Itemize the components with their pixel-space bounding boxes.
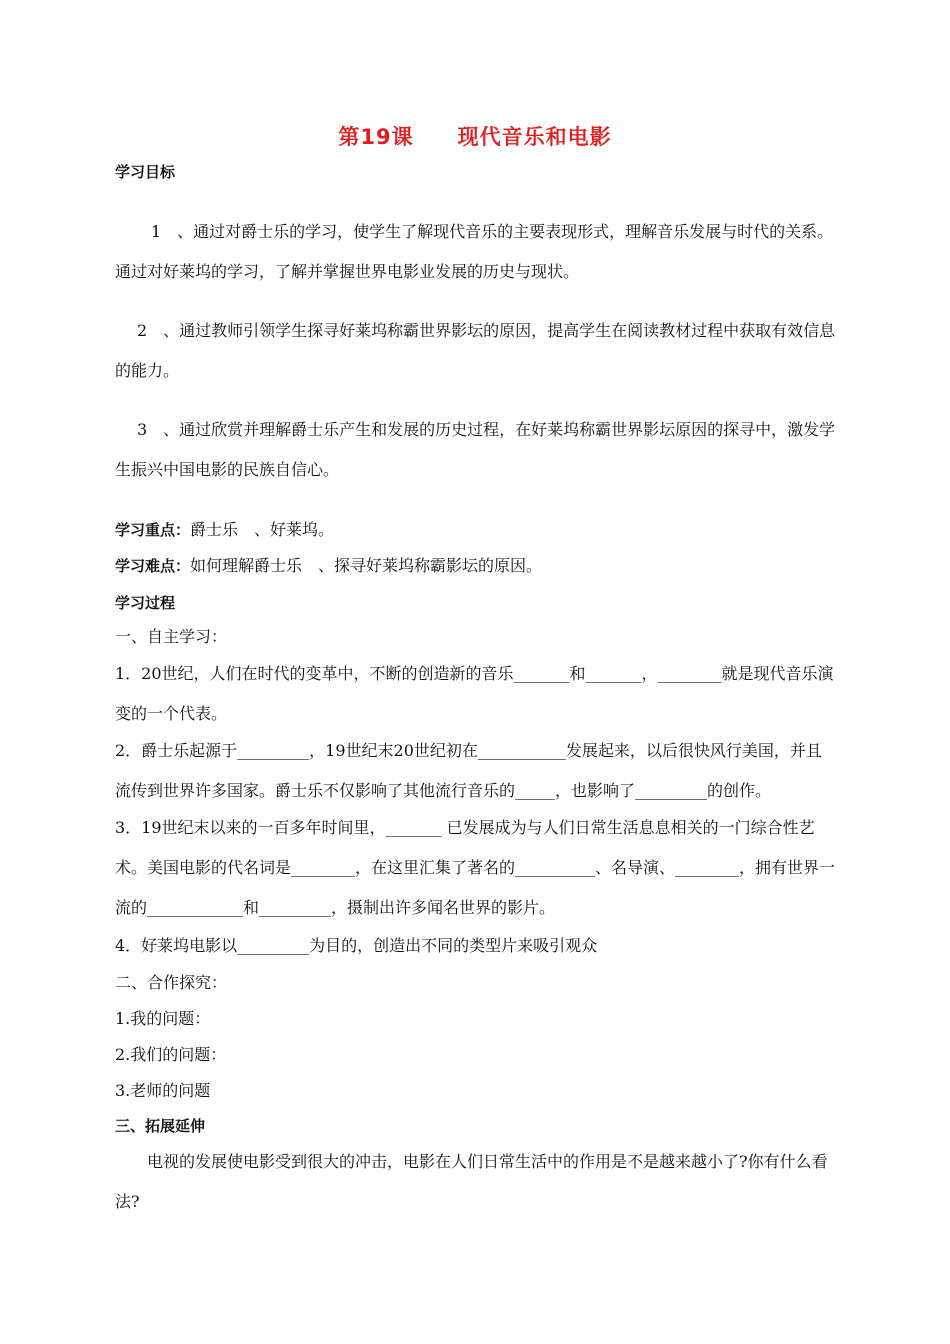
- process-heading: 学习过程: [115, 594, 176, 612]
- lesson-number: 第19课: [338, 125, 414, 149]
- difficult-points-text: 如何理解爵士乐 、探寻好莱坞称霸影坛的原因。: [190, 556, 543, 575]
- difficult-points: [115, 546, 837, 586]
- question-4: 4．好莱坞电影以_________为目的，创造出不同的类型片来吸引观众: [115, 936, 598, 955]
- extension-text: 电视的发展使电影受到很大的冲击，电影在人们日常生活中的作用是不是越来越小了?你有什么看法?: [115, 1152, 828, 1211]
- self-study-heading: 一、自主学习：: [115, 627, 228, 646]
- question-3: 3．19世纪末以来的一百多年时间里，_______ 已发展成为与人们日常生活息息相关的一门综合性艺术。美国电影的代名词是________，在这里汇集了著名的__________、名导演、________，拥有世界一流的____________和_________，摄制出许多闻名世界的影片。: [115, 818, 836, 917]
- teacher-question: 3.老师的问题: [115, 1081, 211, 1100]
- question-1: 1．20世纪，人们在时代的变革中，不断的创造新的音乐_______和_______，________就是现代音乐演变的一个代表。: [115, 664, 834, 723]
- my-question: 1.我的问题：: [115, 1009, 211, 1028]
- difficult-points-label: 学习难点：: [115, 557, 191, 575]
- lesson-name: 现代音乐和电影: [457, 125, 612, 149]
- key-points-label: 学习重点：: [115, 521, 191, 539]
- key-points: [115, 510, 837, 550]
- page-title: [0, 121, 950, 151]
- objective-2: 2 、通过教师引领学生探寻好莱坞称霸世界影坛的原因，提高学生在阅读教材过程中获取有效信息的能力。: [115, 321, 836, 380]
- question-2: 2．爵士乐起源于_________，19世纪末20世纪初在___________发展起来，以后很快风行美国，并且流传到世界许多国家。爵士乐不仅影响了其他流行音乐的_____，也影响了_________的创作。: [115, 741, 822, 800]
- our-question: 2.我们的问题：: [115, 1045, 227, 1064]
- objective-3: 3 、通过欣赏并理解爵士乐产生和发展的历史过程，在好莱坞称霸世界影坛原因的探寻中，激发学生振兴中国电影的民族自信心。: [115, 420, 836, 479]
- cooperation-heading: 二、合作探究：: [115, 973, 228, 992]
- objectives-heading: 学习目标: [115, 163, 176, 181]
- objective-1: 1 、通过对爵士乐的学习，使学生了解现代音乐的主要表现形式，理解音乐发展与时代的关系。通过对好莱坞的学习，了解并掌握世界电影业发展的历史与现状。: [115, 222, 834, 281]
- key-points-text: 爵士乐 、好莱坞。: [190, 520, 335, 539]
- extension-heading: 三、拓展延伸: [115, 1117, 206, 1135]
